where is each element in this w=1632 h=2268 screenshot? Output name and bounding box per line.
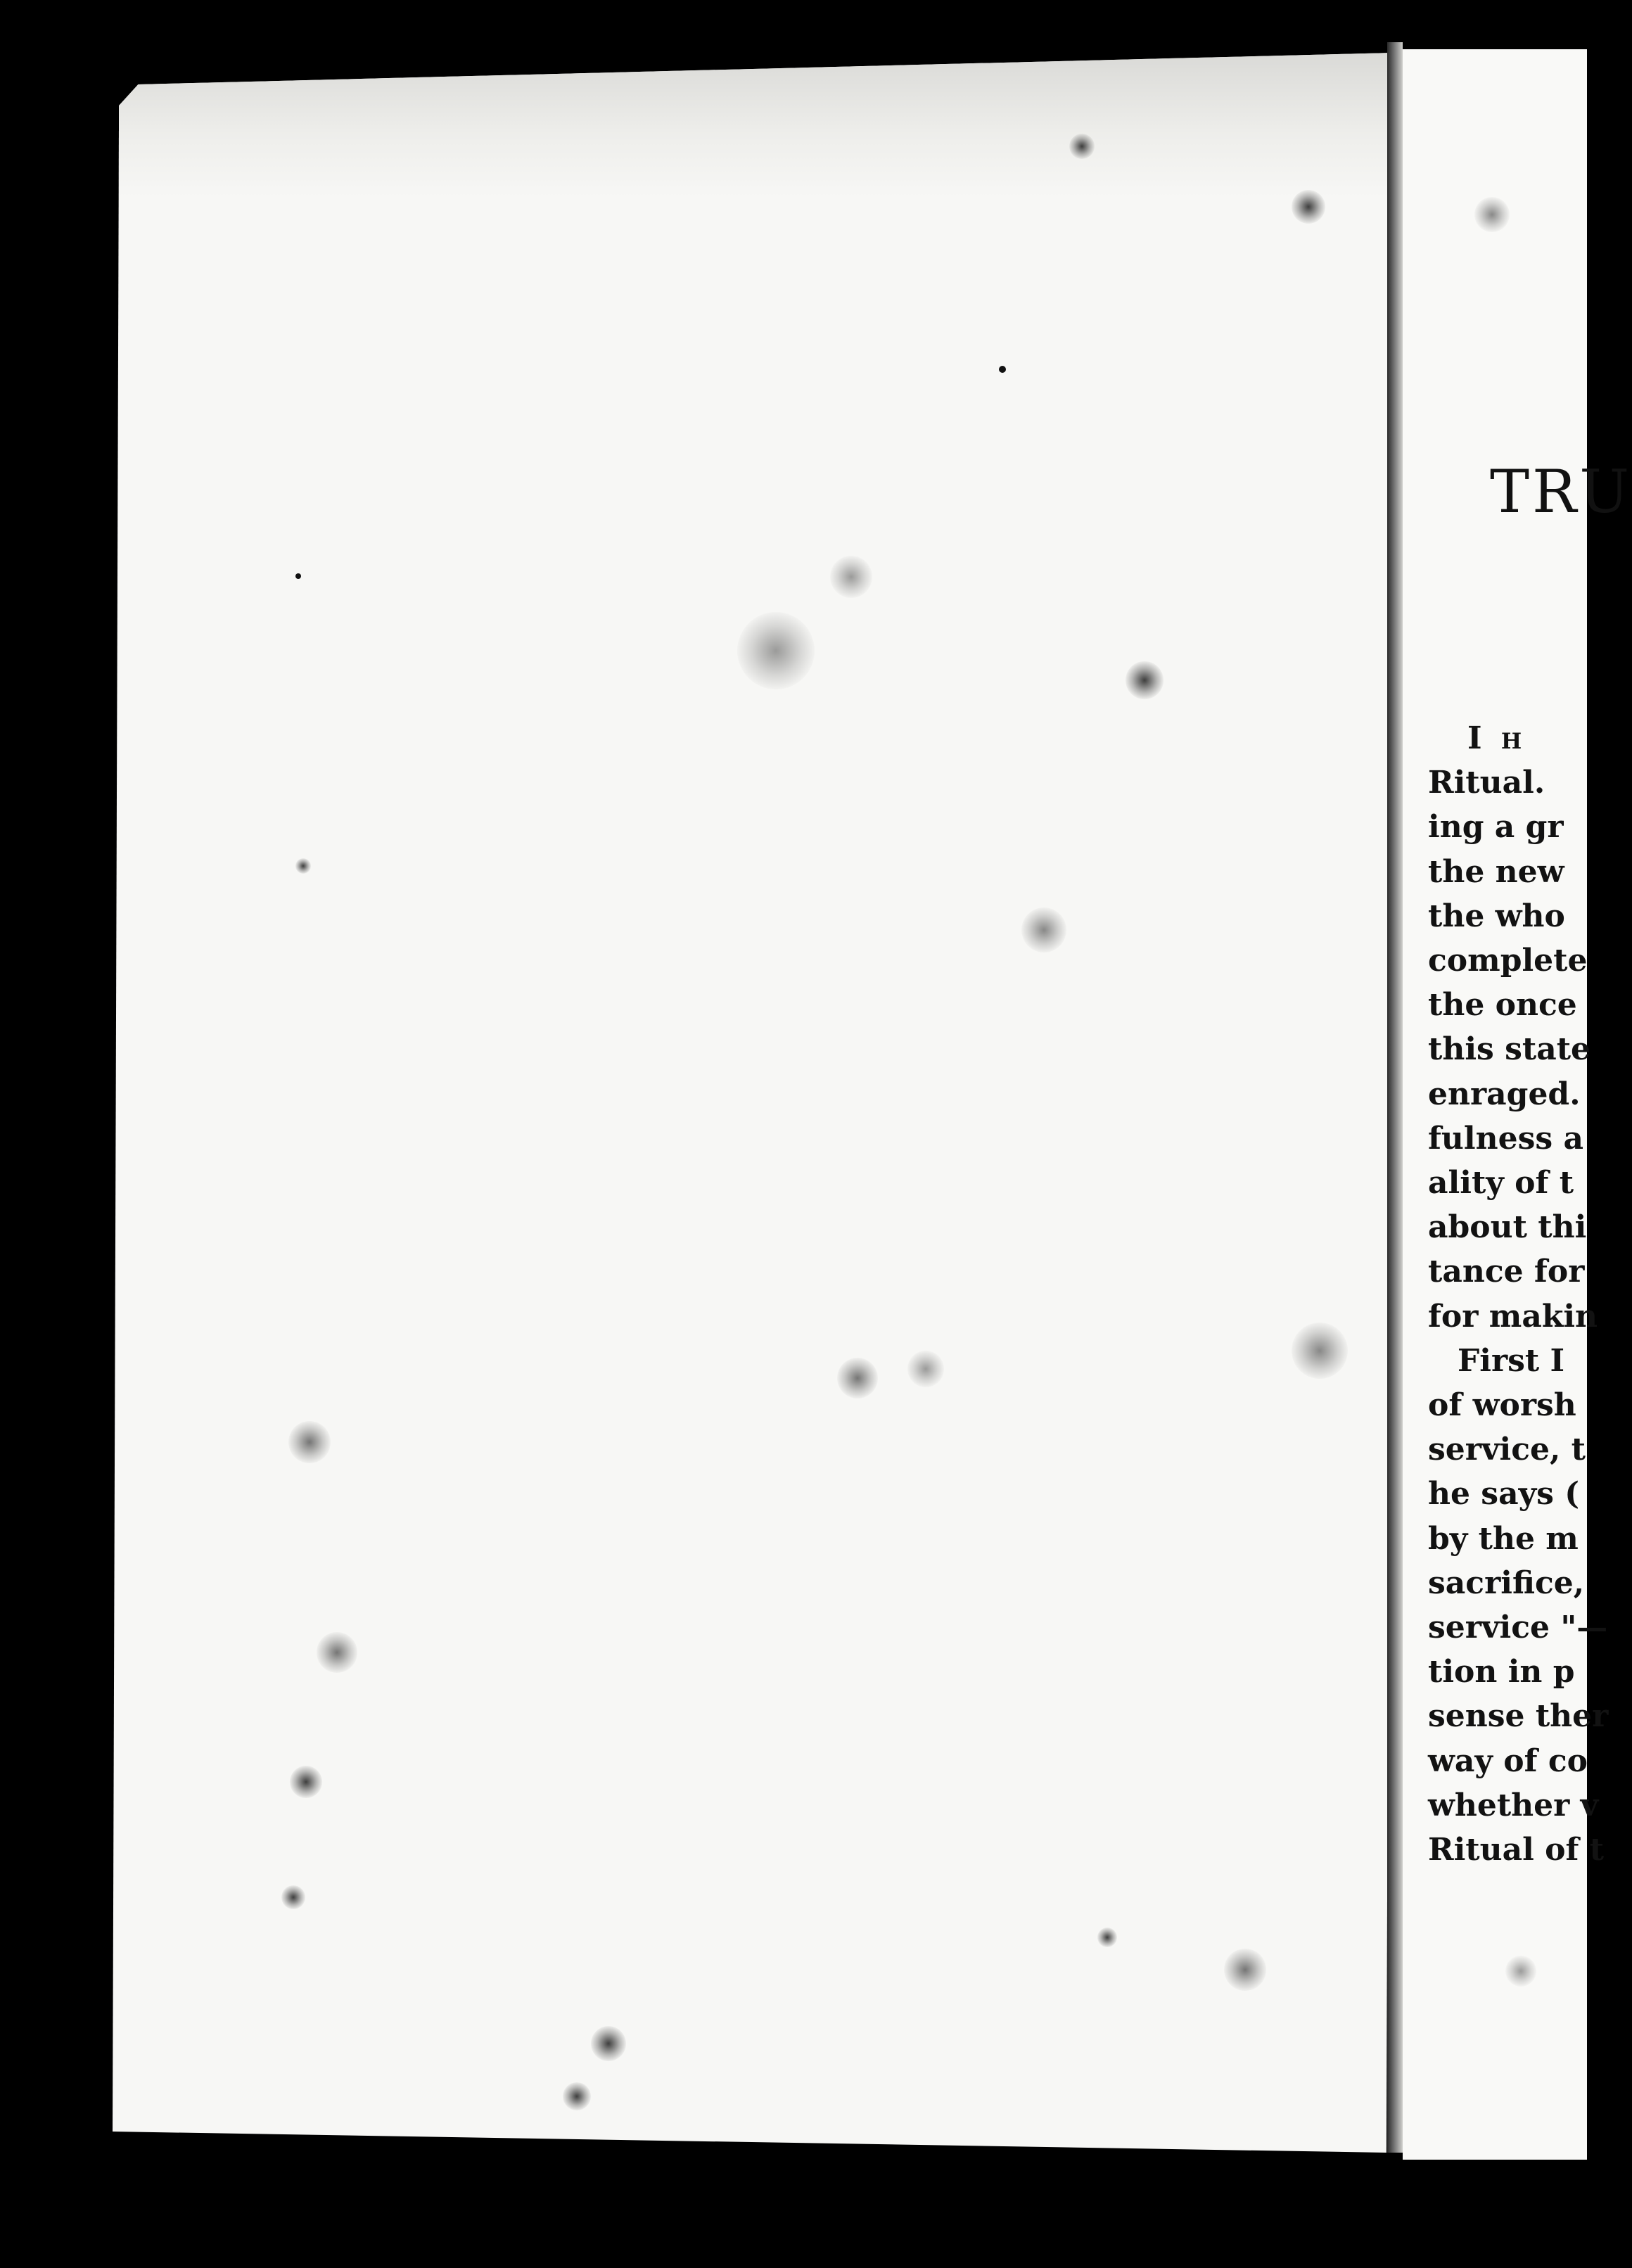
speck	[295, 573, 301, 579]
text-line: he says (	[1428, 1476, 1580, 1512]
speck	[281, 1885, 305, 1909]
speck	[563, 2082, 591, 2110]
speck	[591, 2026, 626, 2061]
speck	[1292, 1323, 1348, 1379]
text-line: ality of t	[1428, 1165, 1574, 1202]
text-line: for makin	[1428, 1298, 1598, 1334]
speck	[1505, 1956, 1536, 1987]
speck	[737, 612, 815, 689]
speck	[1097, 1928, 1117, 1947]
speck	[1069, 134, 1095, 159]
book-gutter	[1387, 42, 1403, 2153]
page-title: TRU	[1490, 457, 1632, 526]
text-line: this state	[1428, 1031, 1591, 1068]
speck	[837, 1358, 878, 1399]
text-line: by the m	[1428, 1520, 1579, 1557]
text-line: of worsh	[1428, 1387, 1576, 1424]
text-line: fulness a	[1428, 1120, 1583, 1157]
speck	[1126, 661, 1164, 699]
speck	[317, 1632, 357, 1673]
text-line: sacrifice,	[1428, 1565, 1585, 1601]
speck	[295, 858, 311, 874]
text-line: the once	[1428, 987, 1577, 1024]
text-line: service "—	[1428, 1610, 1608, 1646]
text-line: service, t	[1428, 1432, 1586, 1468]
left-blank-page	[113, 42, 1393, 2153]
speck	[999, 366, 1006, 373]
text-line: the who	[1428, 898, 1565, 934]
text-line: Ritual of t	[1428, 1832, 1605, 1868]
page-body-text	[1428, 716, 1609, 1872]
text-line: sense ther	[1428, 1698, 1609, 1735]
text-line: ing a gr	[1428, 809, 1564, 846]
text-line: tion in p	[1428, 1654, 1575, 1690]
speck	[290, 1766, 322, 1798]
speck	[830, 556, 872, 598]
speck	[1021, 907, 1066, 953]
text-line: enraged.	[1428, 1076, 1581, 1112]
text-line: tance for	[1428, 1254, 1585, 1290]
text-line: First I	[1458, 1342, 1565, 1379]
text-line: whether v	[1428, 1787, 1599, 1823]
text-line: complete	[1428, 943, 1588, 979]
text-line: about thi	[1428, 1209, 1587, 1246]
speck	[288, 1421, 331, 1463]
speck	[907, 1351, 944, 1387]
text-line: Ritual.	[1428, 765, 1545, 801]
speck	[1474, 197, 1510, 232]
text-line: way of co	[1428, 1743, 1588, 1779]
speck	[1292, 190, 1325, 224]
text-line: the new	[1428, 853, 1564, 890]
text-line: I h	[1467, 720, 1526, 756]
speck	[1224, 1949, 1266, 1991]
